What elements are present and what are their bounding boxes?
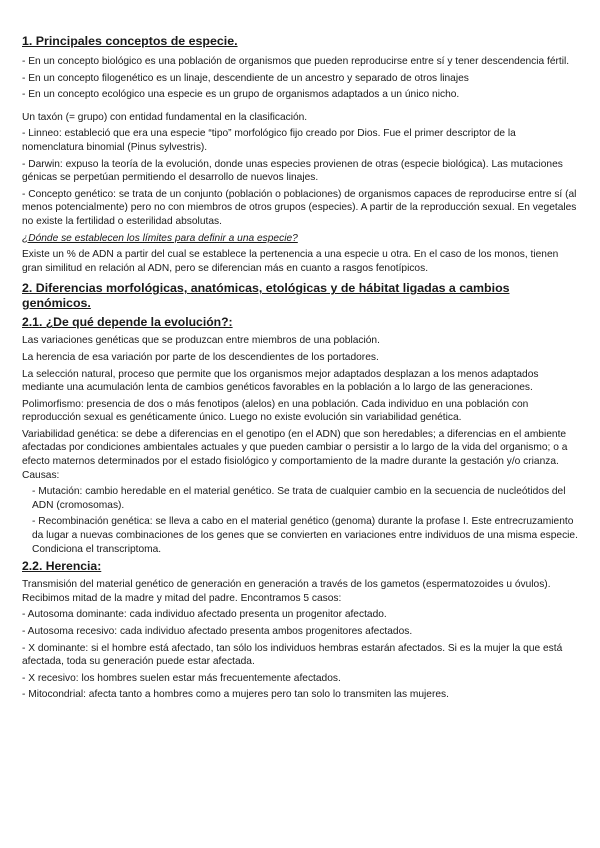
evolution-factor-selection: La selección natural, proceso que permite que los organismos mejor adaptados desplazan a los menos adaptados mediante una acumulación lenta de cambios genéticos favorables en la población a lo largo de las generaciones. [22,368,539,394]
case-autosomal-dominant: - Autosoma dominante: cada individuo afectado presenta un progenitor afectado. [22,609,387,621]
section-1-heading: 1. Principales conceptos de especie. [22,34,238,48]
inheritance-intro: Transmisión del material genético de generación en generación a través de los gametos (espermatozoides u óvulos). Recibimos mitad de la madre y mitad del padre. Encontramos 5 casos: [22,579,551,604]
cause-recombination: - Recombinación genética: se lleva a cabo en el material genético (genoma) durante la profase I. Este entrecruzamiento da lugar a nuevas combinaciones de los genes que se convierten en variaciones entre individuos de una misma especie. Condiciona el transcriptoma. [32,516,578,555]
species-limits-answer: Existe un % de ADN a partir del cual se establece la pertenencia a una especie u otra. En el caso de los monos, tienen gran similitud en relación al ADN, pero se diferencian más en cuanto a rasgos fenotípicos. [22,249,559,274]
concept-biological: - En un concepto biológico es una población de organismos que pueden reproducirse entre sí y tener descendencia fértil. [22,56,570,67]
case-x-recessive: - X recesivo: los hombres suelen estar más frecuentemente afectados. [22,672,341,684]
polymorphism-text: Polimorfismo: presencia de dos o más fenotipos (alelos) en una población. Cada individuo en una población con reproducción sexual es genéticamente único. Luego no existe evolución sin variabilidad genética. [22,398,529,424]
concept-genetic: - Concepto genético: se trata de un conjunto (población o poblaciones) de organismos capaces de reproducirse entre sí (al menos potencialmente) pero no con miembros de otros grupos (especies). A partir de la reproducción sexual. En vegetales no existe la fertilidad o esterilidad absolutas. [22,188,577,227]
evolution-factor-variation: Las variaciones genéticas que se produzcan entre miembros de una población. [22,335,380,347]
case-mitochondrial: - Mitocondrial: afecta tanto a hombres como a mujeres pero tan solo lo transmiten las mujeres. [22,689,449,701]
subsection-2-1-heading: 2.1. ¿De qué depende la evolución?: [22,315,233,330]
concept-ecological: - En un concepto ecológico una especie es un grupo de organismos adaptados a un único nicho. [22,89,460,101]
author-darwin: - Darwin: expuso la teoría de la evolución, donde unas especies provienen de otras (especie biológica). Las mutaciones génicas se perpetúan permitiendo el desarrollo de nuevos linajes. [22,158,563,184]
concept-phylogenetic: - En un concepto filogenético es un linaje, descendiente de un ancestro y separado de otros linajes [22,72,469,84]
case-autosomal-recessive: - Autosoma recesivo: cada individuo afectado presenta ambos progenitores afectados. [22,626,413,637]
subsection-2-2-heading: 2.2. Herencia: [22,559,102,574]
evolution-factor-inheritance: La herencia de esa variación por parte de los descendientes de los portadores. [22,351,379,363]
case-x-dominant: - X dominante: si el hombre está afectado, tan sólo los individuos hembras estarán afectados. Si es la mujer la que está afectada, toda su generación puede estar afectada. [22,642,563,668]
author-linneo: - Linneo: estableció que era una especie “tipo” morfológico fijo creado por Dios. Fue el primer descriptor de la nomenclatura binomial (Pinus sylvestris). [22,128,516,153]
species-limits-question: ¿Dónde se establecen los límites para definir a una especie? [22,232,298,244]
section-2-heading: 2. Diferencias morfológicas, anatómicas, etológicas y de hábitat ligadas a cambios genómicos. [22,281,510,311]
genetic-variability-text: Variabilidad genética: se debe a diferencias en el genotipo (en el ADN) que son heredables; a diferencias en el ambiente afectadas por condiciones ambientales actuales y que pueden cambiar o persistir a lo largo de la vida del organismo; o a efecto maternos determinados por el estado fisiológico y comportamiento de la madre durante la gestación y/o crianza. Causas: [22,428,568,481]
taxon-text: Un taxón (= grupo) con entidad fundamental en la clasificación. [22,111,308,123]
cause-mutation: - Mutación: cambio heredable en el material genético. Se trata de cualquier cambio en la secuencia de nucleótidos del ADN (cromosomas). [32,486,566,511]
